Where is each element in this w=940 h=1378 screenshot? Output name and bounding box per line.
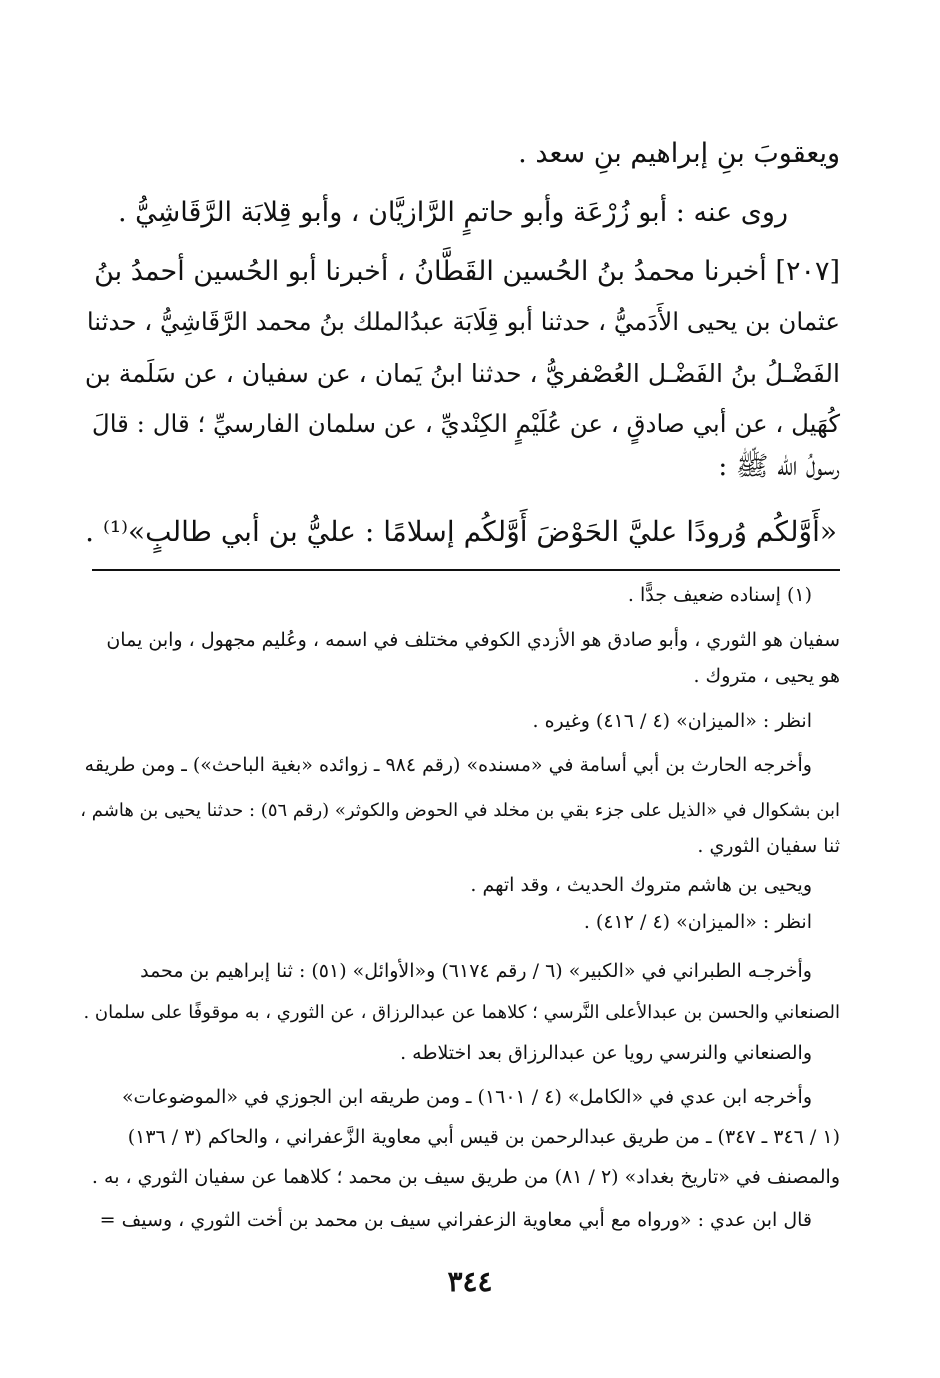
footnote-line: (١ / ٣٤٦ ـ ٣٤٧) ـ من طريق عبدالرحمن بن قيس أبي معاوية الزَّعفراني ، والحاكم (٣ / ١٣٦) bbox=[127, 1126, 840, 1148]
footnote-line: انظر : «الميزان» (٤ / ٤١٦) وغيره . bbox=[532, 710, 812, 732]
footnote-line: وأخرجـه الطبراني في «الكبير» (٦ / رقم ٦١٧٤) و«الأوائل» (٥١) : ثنا إبراهيم بن محمد bbox=[140, 960, 812, 982]
footnote-line: انظر : «الميزان» (٤ / ٤١٢) . bbox=[583, 911, 812, 933]
footnote-line: هو يحيى ، متروك . bbox=[693, 665, 840, 687]
footnote-line: الصنعاني والحسن بن عبدالأعلى النَّرسي ؛ كلاهما عن عبدالرزاق ، عن الثوري ، به موقوفًا على سلمان . bbox=[83, 1002, 840, 1023]
footnote-line: سفيان هو الثوري ، وأبو صادق هو الأزدي الكوفي مختلف في اسمه ، وعُليم مجهول ، وابن يمان bbox=[106, 629, 840, 651]
footnote-line: (١) إسناده ضعيف جدًّا . bbox=[627, 584, 812, 606]
page-number: ٣٤٤ bbox=[447, 1265, 493, 1298]
footnote-line: وأخرجه ابن عدي في «الكامل» (٤ / ١٦٠١) ـ ومن طريقه ابن الجوزي في «الموضوعات» bbox=[121, 1086, 812, 1108]
hadith-number-line: [٢٠٧] أخبرنا محمدُ بنُ الحُسين القَطَّانُ ، أخبرنا أبو الحُسين أحمدُ بنُ bbox=[94, 256, 840, 287]
footnote-line: قال ابن عدي : «ورواه مع أبي معاوية الزعفراني سيف بن محمد بن أخت الثوري ، وسيف = bbox=[99, 1209, 812, 1231]
hadith-quote: «أَوَّلكُم وُرودًا عليَّ الحَوْضَ أَوَّلكُم إسلامًا : عليُّ بن أبي طالبٍ»⁽¹⁾ . bbox=[85, 515, 837, 548]
footnote-line: ويحيى بن هاشم متروك الحديث ، وقد اتهم . bbox=[470, 874, 812, 896]
text-line: روى عنه : أبو زُرْعَة وأبو حاتمٍ الرَّازيَّان ، وأبو قِلابَة الرَّقَاشِيُّ . bbox=[118, 197, 788, 228]
text-line: عثمان بن يحيى الأَدَميُّ ، حدثنا أبو قِلَابَة عبدُالملك بنُ محمد الرَّقَاشِيُّ ، حدثنا bbox=[86, 307, 840, 336]
footnote-line: والصنعاني والنرسي رويا عن عبدالرزاق بعد اختلاطه . bbox=[400, 1042, 812, 1064]
text-line: رسولُ الله ﷺ : bbox=[718, 451, 840, 482]
footnote-line: ابن بشكوال في «الذيل على جزء بقي بن مخلد في الحوض والكوثر» (رقم ٥٦) : حدثنا يحيى بن هاشم ، bbox=[80, 800, 840, 821]
text-line: الفَضْـلُ بنُ الفَضْـل العُصْفريُّ ، حدثنا ابنُ يَمان ، عن سفيان ، عن سَلَمة بن bbox=[84, 359, 840, 388]
footnote-separator bbox=[92, 569, 840, 571]
footnote-line: ثنا سفيان الثوري . bbox=[697, 835, 840, 857]
text-line: كُهَيل ، عن أبي صادقٍ ، عن عُلَيْمٍ الكِنْديِّ ، عن سلمان الفارسيِّ ؛ قال : قالَ bbox=[91, 409, 840, 438]
text-line: ويعقوبَ بنِ إبراهيم بنِ سعد . bbox=[518, 138, 840, 169]
footnote-line: وأخرجه الحارث بن أبي أسامة في «مسنده» (رقم ٩٨٤ ـ زوائده «بغية الباحث») ـ ومن طريقه bbox=[84, 754, 812, 776]
footnote-line: والمصنف في «تاريخ بغداد» (٢ / ٨١) من طريق سيف بن محمد ؛ كلاهما عن سفيان الثوري ، به . bbox=[91, 1166, 840, 1188]
